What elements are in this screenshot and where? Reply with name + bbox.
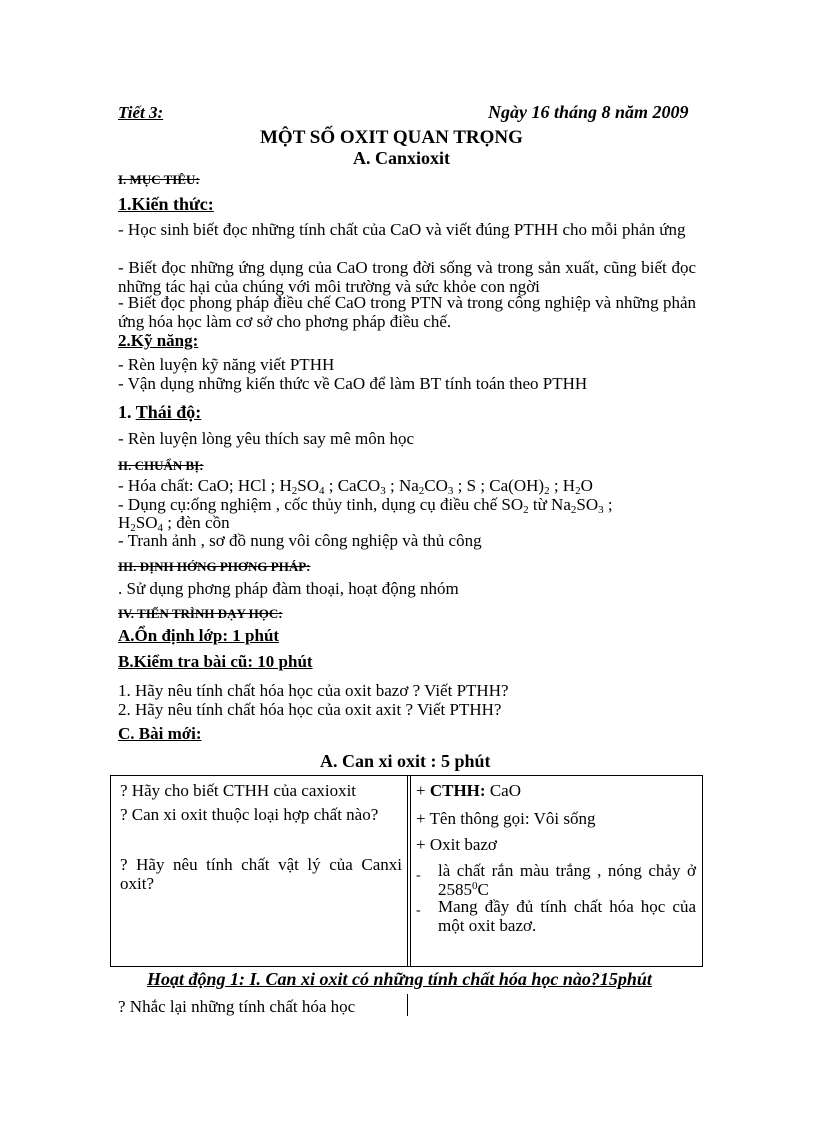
physical-text: là chất rắn màu trắng , nóng chảy ở 2585	[438, 861, 696, 899]
left-question-2: ? Can xi oxit thuộc loại hợp chất nào?	[120, 805, 379, 824]
bullet-dash: -	[416, 868, 421, 883]
chem-sub: 3	[447, 485, 454, 497]
tools-sub: 2	[130, 522, 136, 534]
right-cthh	[416, 781, 521, 800]
skills-item-2: - Vận dụng những kiến thức về CaO để làm BT tính toán theo PTHH	[118, 374, 588, 393]
chem-text: CO	[424, 476, 448, 495]
knowledge-item-2: - Biết đọc những ứng dụng của CaO trong đời sống và trong sản xuất, cũng biết đọc những tác hại của chúng với môi trường và sức khỏe con ngời	[118, 258, 696, 296]
tools-part: ;	[603, 495, 613, 514]
tools-part: SO	[135, 513, 158, 532]
lesson-a-table	[110, 775, 703, 967]
right-physical-1	[438, 861, 696, 899]
attitude-heading-text: 1. Thái độ:	[118, 402, 202, 422]
knowledge-item-1: - Học sinh biết đọc những tính chất của CaO và viết đúng PTHH cho mỗi phản ứng	[118, 220, 686, 239]
chemicals-line	[118, 476, 593, 496]
table-divider	[407, 776, 408, 966]
left-question-3: ? Hãy nêu tính chất vật lý của Canxi oxit?	[120, 855, 402, 893]
chem-text: O	[580, 476, 593, 495]
tools-sub: 2	[523, 504, 529, 516]
chem-sub: 2	[291, 485, 298, 497]
degree-sup: 0	[472, 880, 478, 892]
bullet-dash: -	[416, 903, 421, 918]
physical-text: C	[477, 880, 489, 899]
chem-text: ; H	[549, 476, 576, 495]
section-3-heading: III. ĐỊNH HỚNG PHƠNG PHÁP:	[118, 559, 311, 574]
table-edge	[407, 994, 408, 1016]
plus-sign: +	[416, 835, 430, 854]
cthh-value: CaO	[485, 781, 521, 800]
tools-sub: 4	[157, 522, 164, 534]
right-physical-2: Mang đầy đủ tính chất hóa học của một oxit bazơ.	[438, 897, 696, 935]
chem-sub: 2	[544, 485, 550, 497]
tools-line-1	[118, 495, 696, 515]
section-4-heading: IV. TIẾN TRÌNH DẠY HỌC:	[118, 606, 283, 621]
pictures-line: - Tranh ảnh , sơ đồ nung vôi công nghiệp và thủ công	[118, 531, 482, 550]
lesson-date: Ngày 16 tháng 8 năm 2009	[488, 102, 689, 122]
lesson-number: Tiết 3:	[118, 103, 164, 122]
chem-text: ; Na	[385, 476, 419, 495]
chem-text: SO	[297, 476, 319, 495]
left-question-1: ? Hãy cho biết CTHH của caxioxit	[120, 781, 357, 800]
section-2-heading: II. CHUẨN BỊ:	[118, 458, 204, 473]
tools-part: ; đèn cồn	[163, 513, 230, 532]
tools-part: SO	[576, 495, 599, 514]
cthh-label: CTHH:	[429, 781, 486, 800]
review-question-2: 2. Hãy nêu tính chất hóa học của oxit axit ? Viết PTHH?	[118, 700, 502, 719]
review-heading: B.Kiểm tra bài cũ: 10 phút	[118, 652, 313, 671]
tools-sub: 3	[598, 504, 604, 516]
type-text: Oxit bazơ	[429, 835, 497, 854]
chem-sub: 2	[418, 485, 425, 497]
page-subtitle: A. Canxioxit	[353, 148, 451, 168]
review-question-1: 1. Hãy nêu tính chất hóa học của oxit bazơ ? Viết PTHH?	[118, 681, 509, 700]
new-lesson-heading: C. Bài mới:	[118, 724, 202, 743]
knowledge-item-3: - Biết đọc phong pháp điều chế CaO trong PTN và trong công nghiệp và những phản ứng hóa học làm cơ sở cho phơng pháp điều chế.	[118, 293, 696, 331]
stabilize-class-heading: A.Ổn định lớp: 1 phút	[118, 626, 280, 645]
tools-line-2	[118, 513, 230, 533]
tools-part: từ Na	[528, 495, 571, 514]
right-type	[416, 835, 497, 854]
plus-sign: +	[416, 809, 430, 828]
tools-part: - Dụng cụ:ống nghiệm , cốc thủy tinh, dụng cụ điều chế SO	[118, 495, 524, 514]
chem-text: - Hóa chất: CaO; HCl ; H	[118, 476, 292, 495]
tools-text	[118, 495, 613, 515]
skills-item-1: - Rèn luyện kỹ năng viết PTHH	[118, 355, 335, 374]
tools-part: H	[118, 513, 131, 532]
attitude-heading-underlined: Thái độ:	[135, 402, 202, 422]
plus-sign: +	[416, 781, 430, 800]
knowledge-heading: 1.Kiến thức:	[118, 194, 214, 214]
page-title: MỘT SỐ OXIT QUAN TRỌNG	[260, 127, 523, 148]
chem-sub: 2	[575, 485, 581, 497]
right-common-name	[416, 809, 595, 828]
attitude-item-1: - Rèn luyện lòng yêu thích say mê môn học	[118, 429, 415, 448]
activity-1-title: Hoạt động 1: I. Can xi oxit có những tính chất hóa học nào?15phút	[147, 969, 652, 989]
lesson-a-title: A. Can xi oxit : 5 phút	[320, 751, 491, 771]
chem-sub: 4	[318, 485, 325, 497]
common-name-text: Tên thông gọi: Vôi sống	[429, 809, 596, 828]
method-item: . Sử dụng phơng pháp đàm thoại, hoạt động nhóm	[118, 579, 459, 598]
activity-1-question: ? Nhắc lại những tính chất hóa học	[118, 997, 356, 1016]
attitude-heading	[118, 402, 201, 423]
tools-sub: 2	[570, 504, 577, 516]
section-1-heading: I. MỤC TIÊU:	[118, 172, 200, 187]
chem-text: ; CaCO	[324, 476, 381, 495]
skills-heading: 2.Kỹ năng:	[118, 331, 199, 350]
chem-sub: 3	[380, 485, 386, 497]
chem-text: ; S ; Ca(OH)	[453, 476, 545, 495]
table-divider	[410, 776, 411, 966]
